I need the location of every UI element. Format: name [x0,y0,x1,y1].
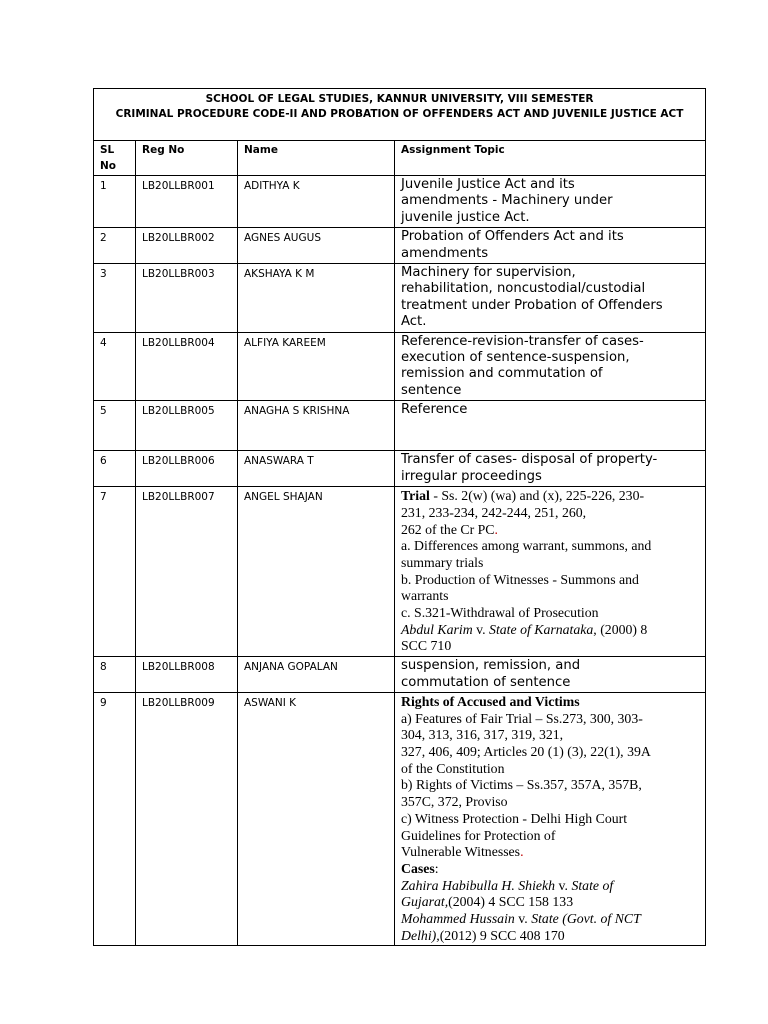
title-line-1: SCHOOL OF LEGAL STUDIES, KANNUR UNIVERSITY, VIII SEMESTER [205,93,594,105]
table-row [94,228,706,264]
topic-cell: suspension, remission, and commutation of sentence [395,657,706,693]
col-sl-header: SL No [94,141,136,176]
topic-cell: Trial - Ss. 2(w) (wa) and (x), 225-226, 230- 231, 233-234, 242-244, 251, 260, 262 of the Cr PC. a. Differences among warrant, summons, and summary trials b. Production of Witnesses - Summons and warrants c. S.321-Withdrawal of Prosecution Abdul Karim v. State of Karnataka, (2000) 8 SCC 710 [395,487,706,657]
title-line-2: CRIMINAL PROCEDURE CODE-II AND PROBATION OF OFFENDERS ACT AND JUVENILE JUSTICE ACT [115,108,684,120]
table-row [94,332,706,401]
reg-cell: LB20LLBR003 [136,264,238,333]
topic-cell: Juvenile Justice Act and its amendments - Machinery under juvenile justice Act. [395,176,706,228]
table-row [94,657,706,693]
col-topic-header: Assignment Topic [395,141,706,176]
name-cell: ANJANA GOPALAN [238,657,395,693]
title-row [94,89,706,141]
document-page [93,88,705,946]
topic-cell: Rights of Accused and Victims a) Features of Fair Trial – Ss.273, 300, 303- 304, 313, 316, 317, 319, 321, 327, 406, 409; Articles 20 (1) (3), 22(1), 39A of the Constitution b) Rights of Victims – Ss.357, 357A, 357B, 357C, 372, Proviso c) Witness Protection - Delhi High Court Guidelines for Protection of Vulnerable Witnesses. Cases: Zahira Habibulla H. Shiekh v. State of Gujarat,(2004) 4 SCC 158 133 Mohammed Hussain v. State (Govt. of NCT Delhi),(2012) 9 SCC 408 170 [395,692,706,946]
table-row [94,264,706,333]
sl-cell: 6 [94,451,136,487]
sl-cell: 3 [94,264,136,333]
topic-cell: Machinery for supervision, rehabilitation, noncustodial/custodial treatment under Probation of Offenders Act. [395,264,706,333]
table-row [94,487,706,657]
name-cell: ANAGHA S KRISHNA [238,401,395,451]
reg-cell: LB20LLBR004 [136,332,238,401]
table-row [94,401,706,451]
name-cell: AKSHAYA K M [238,264,395,333]
header-row [94,141,706,176]
sl-cell: 7 [94,487,136,657]
reg-cell: LB20LLBR005 [136,401,238,451]
sl-cell: 8 [94,657,136,693]
name-cell: ALFIYA KAREEM [238,332,395,401]
col-name-header: Name [238,141,395,176]
table-row [94,176,706,228]
name-cell: ASWANI K [238,692,395,946]
sl-cell: 4 [94,332,136,401]
reg-cell: LB20LLBR001 [136,176,238,228]
assignment-table [93,88,706,946]
sl-cell: 2 [94,228,136,264]
reg-cell: LB20LLBR009 [136,692,238,946]
name-cell: ADITHYA K [238,176,395,228]
reg-cell: LB20LLBR002 [136,228,238,264]
topic-cell: Probation of Offenders Act and its amendments [395,228,706,264]
document-title [94,89,706,141]
reg-cell: LB20LLBR007 [136,487,238,657]
reg-cell: LB20LLBR006 [136,451,238,487]
topic-cell: Transfer of cases- disposal of property- irregular proceedings [395,451,706,487]
name-cell: ANASWARA T [238,451,395,487]
name-cell: AGNES AUGUS [238,228,395,264]
sl-cell: 1 [94,176,136,228]
sl-cell: 9 [94,692,136,946]
name-cell: ANGEL SHAJAN [238,487,395,657]
topic-cell: Reference [395,401,706,451]
topic-cell: Reference-revision-transfer of cases- execution of sentence-suspension, remission and commutation of sentence [395,332,706,401]
col-reg-header: Reg No [136,141,238,176]
sl-cell: 5 [94,401,136,451]
table-row [94,451,706,487]
table-row [94,692,706,946]
reg-cell: LB20LLBR008 [136,657,238,693]
